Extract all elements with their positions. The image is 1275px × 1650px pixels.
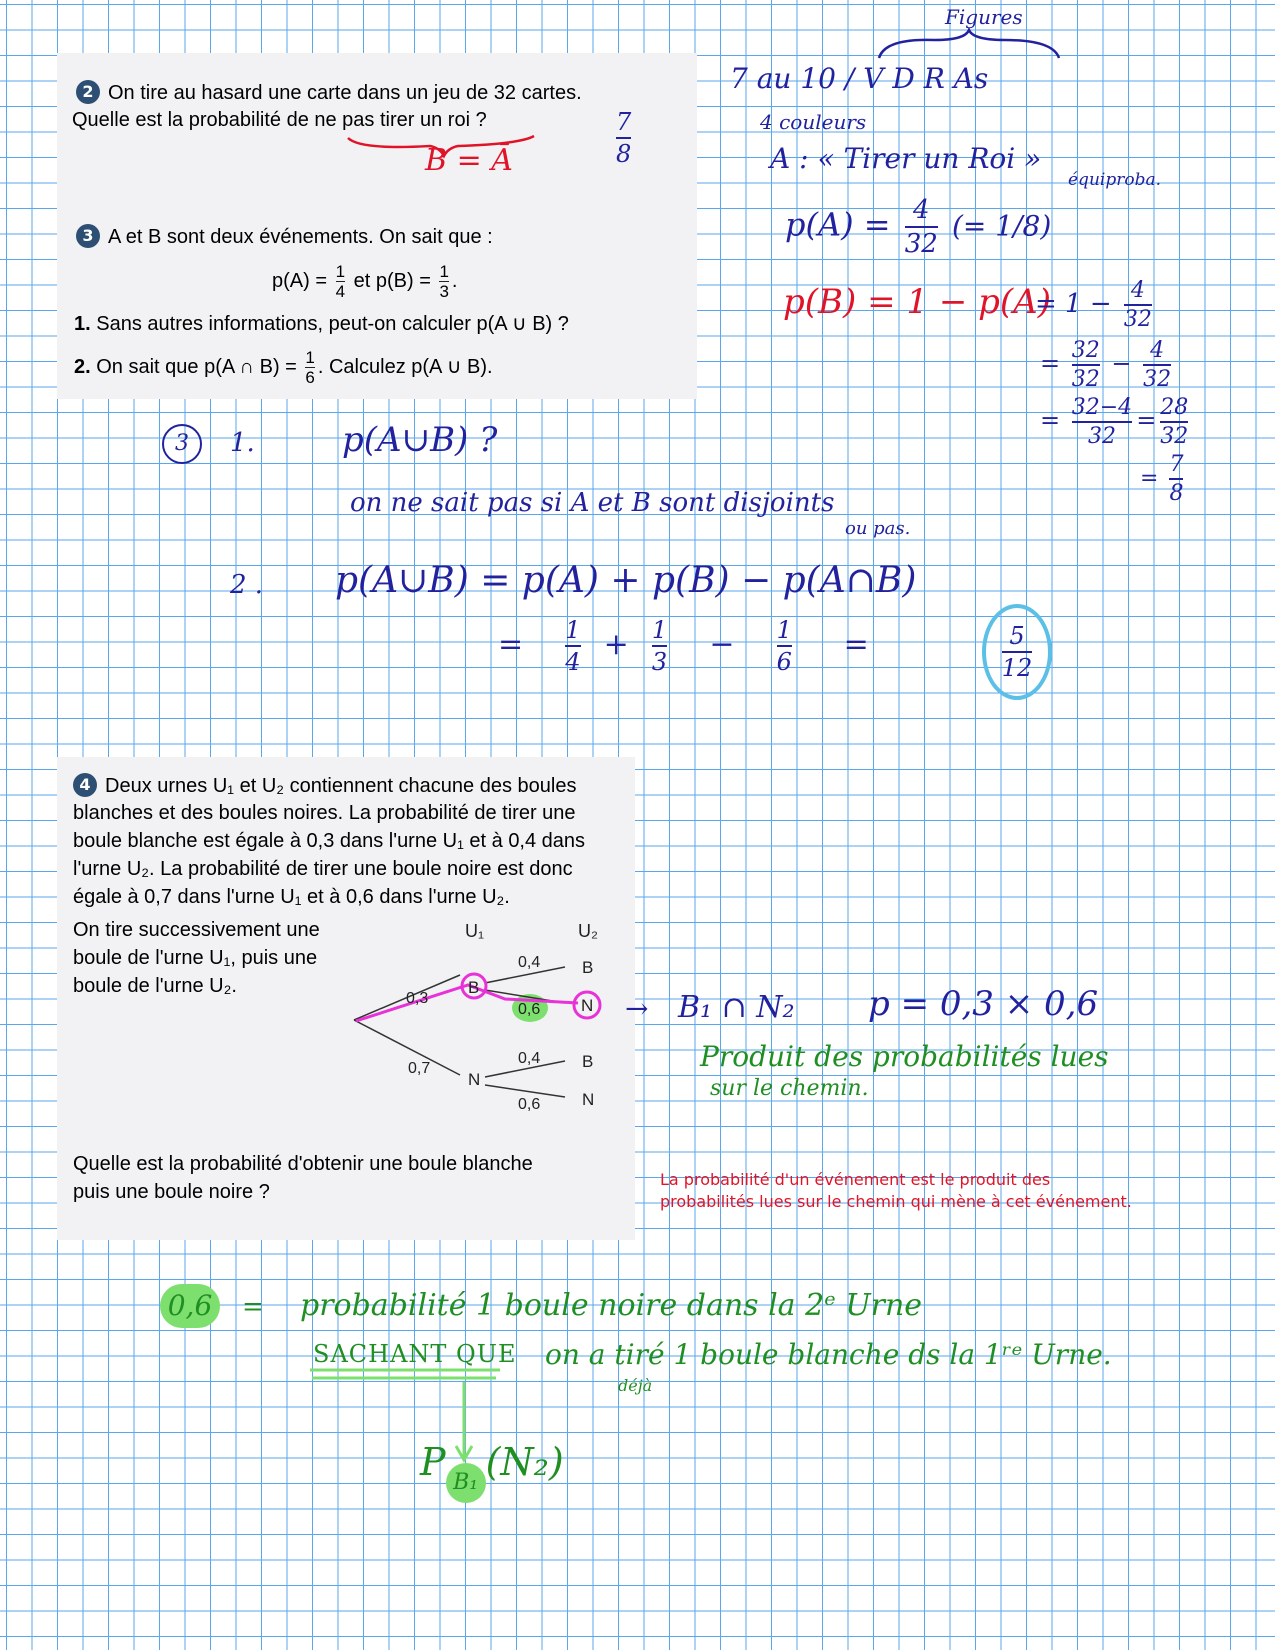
ex4-question0: Quelle est la probabilité d'obtenir une boule blanche: [73, 1153, 533, 1175]
label-p07: 0,7: [408, 1060, 431, 1077]
bottom-pb1n2: P B₁ (N₂): [420, 1440, 564, 1503]
b1-highlight: B₁: [446, 1463, 486, 1503]
branch-07: [354, 1020, 460, 1075]
equiproba: équiproba.: [1068, 170, 1161, 190]
bottom-deja: déjà: [618, 1376, 653, 1395]
node-Bb: B: [582, 1052, 594, 1071]
label-u1: U₁: [465, 921, 485, 941]
pb-step3: = $\frac{32-4}{32}$ = $\frac{28}{32}$: [1040, 395, 1189, 449]
sol3-computation: = $\frac{1}{4}$ + $\frac{1}{3}$ − $\frac{1}{6}$ =: [498, 616, 869, 676]
cards-range: 7 au 10 / V D R As: [730, 62, 989, 95]
pa-value: p(A) = $\frac{4}{32}$ (= 1/8): [785, 195, 1052, 259]
ex4-side1: boule de l'urne U₁, puis une: [73, 947, 318, 969]
ex4-line0: 4 Deux urnes U₁ et U₂ contiennent chacune des boules: [73, 773, 576, 798]
ex4-line3: l'urne U₂. La probabilité de tirer une boule noire est donc: [73, 858, 573, 880]
bottom-line2: on a tiré 1 boule blanche ds la 1ʳᵉ Urne.: [545, 1338, 1112, 1371]
ex2-line2: Quelle est la probabilité de ne pas tirer un roi ?: [72, 109, 487, 131]
ex3-q1: 1. Sans autres informations, peut-on calculer p(A ∪ B) ?: [74, 313, 569, 335]
sol3-note1: on ne sait pas si A et B sont disjoints: [350, 488, 835, 518]
notes4-prod1: Produit des probabilités lues: [700, 1040, 1109, 1073]
ex3-number: 3: [76, 224, 100, 248]
sol3-circled-label: 3: [162, 424, 202, 464]
bottom-eq: =: [242, 1292, 264, 1322]
ex2-line1: 2 On tire au hasard une carte dans un jeu de 32 cartes.: [76, 80, 582, 105]
label-p03: 0,3: [406, 990, 429, 1007]
ex4-number: 4: [73, 773, 97, 797]
bottom-sachant: SACHANT QUE: [313, 1340, 517, 1368]
node-B1: B: [468, 978, 480, 997]
pb-value: p(B) = 1 − p(A): [783, 282, 1051, 322]
ex4-side0: On tire successivement une: [73, 919, 320, 941]
ex3-q2: 2. On sait que p(A ∩ B) = $\frac{1}{6}$ . Calculez p(A ∪ B).: [74, 348, 493, 387]
node-Na: N: [581, 996, 594, 1015]
sol3-formula: p(A∪B) = p(A) + p(B) − p(A∩B): [335, 560, 917, 601]
pb-step4: = $\frac{7}{8}$: [1140, 452, 1184, 506]
ex4-line2: boule blanche est égale à 0,3 dans l'urne U₁ et à 0,4 dans: [73, 830, 586, 852]
notes4-prod2: sur le chemin.: [710, 1076, 869, 1101]
sachant-underline: [308, 1366, 508, 1386]
note-b-equals-abar: B = Ā: [425, 143, 513, 178]
sol3-result: $\frac{5}{12}$: [982, 604, 1052, 700]
bottom-line1: probabilité 1 boule noire dans la 2ᵉ Urne: [300, 1288, 923, 1323]
pb-step1: = 1 − $\frac{4}{32}$: [1035, 278, 1152, 332]
sol3-q1: 1.: [230, 428, 255, 458]
sol3-note2: ou pas.: [845, 518, 911, 539]
label-p06a: 0,6: [518, 1001, 541, 1018]
event-a: A : « Tirer un Roi »: [770, 142, 1042, 175]
four-colors: 4 couleurs: [760, 110, 867, 134]
notes4-typed1: La probabilité d'un événement est le produit des: [660, 1170, 1051, 1189]
notes4-arrow: →: [625, 992, 649, 1025]
notes4-typed2: probabilités lues sur le chemin qui mène à cet événement.: [660, 1192, 1132, 1211]
bottom-value: 0,6: [160, 1284, 220, 1328]
ex3-given: p(A) = $\frac{1}{4}$ et p(B) = $\frac{1}{3}$ .: [272, 262, 458, 301]
figures-brace: [875, 28, 1065, 63]
ex3-line1: 3 A et B sont deux événements. On sait que :: [76, 224, 493, 249]
sol3-q2: 2 .: [230, 570, 264, 600]
node-Ba: B: [582, 958, 594, 977]
ex2-number: 2: [76, 80, 100, 104]
answer-seven-eighths: $\frac{7}{8}$: [616, 108, 632, 168]
notes4-p: p = 0,3 × 0,6: [868, 984, 1099, 1024]
ex4-question1: puis une boule noire ?: [73, 1181, 270, 1203]
label-p06b: 0,6: [518, 1096, 541, 1113]
notes4-event: B₁ ∩ N₂: [678, 990, 795, 1025]
node-N1: N: [468, 1070, 481, 1089]
label-p04a: 0,4: [518, 954, 541, 971]
figures-label: Figures: [945, 5, 1023, 29]
label-p04b: 0,4: [518, 1050, 541, 1067]
pb-step2: = $\frac{32}{32}$ − $\frac{4}{32}$: [1040, 338, 1172, 392]
label-u2: U₂: [578, 921, 598, 941]
ex4-line4: égale à 0,7 dans l'urne U₁ et à 0,6 dans l'urne U₂.: [73, 886, 510, 908]
sol3-pAuB: p(A∪B) ?: [342, 420, 498, 460]
node-Nb: N: [582, 1090, 595, 1109]
probability-tree: [340, 915, 620, 1115]
ex4-side2: boule de l'urne U₂.: [73, 975, 237, 997]
ex4-line1: blanches et des boules noires. La probabilité de tirer une: [73, 802, 576, 824]
